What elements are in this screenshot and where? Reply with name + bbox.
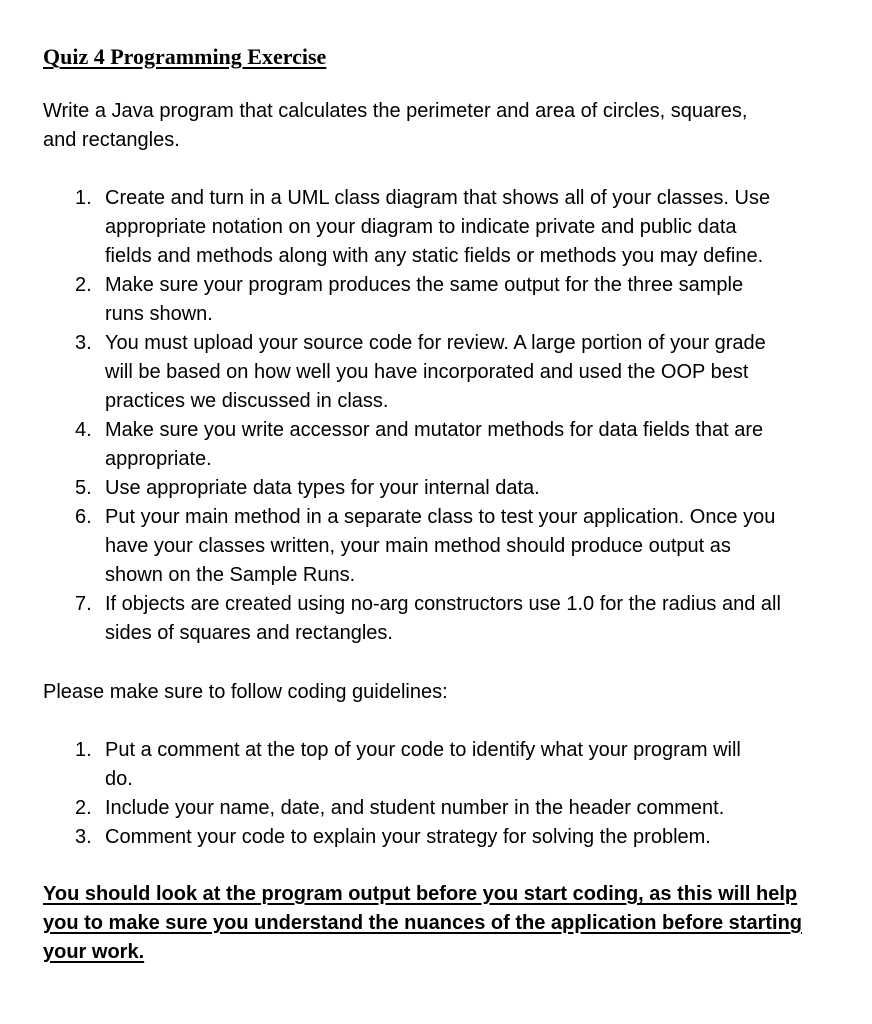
item-number: 3. xyxy=(75,826,92,848)
guidelines-intro: Please make sure to follow coding guidelines: xyxy=(43,681,448,703)
item-text xyxy=(105,416,855,474)
item-text xyxy=(105,503,855,590)
guideline-item xyxy=(75,823,855,852)
item-line: Put a comment at the top of your code to identify what your program will xyxy=(105,739,741,761)
intro-line: and rectangles. xyxy=(43,129,180,151)
requirement-item xyxy=(75,184,855,271)
item-number: 2. xyxy=(75,274,92,296)
item-line: have your classes written, your main method should produce output as xyxy=(105,535,731,557)
item-text xyxy=(105,794,855,823)
requirements-list xyxy=(75,184,855,648)
item-line: Make sure your program produces the same output for the three sample xyxy=(105,274,744,296)
closing-line: you to make sure you understand the nuances of the application before starting xyxy=(43,912,803,934)
item-number: 5. xyxy=(75,477,92,499)
closing-line: You should look at the program output before you start coding, as this will help xyxy=(43,883,798,905)
item-line: You must upload your source code for review. A large portion of your grade xyxy=(105,332,766,354)
item-line: Use appropriate data types for your internal data. xyxy=(105,477,540,499)
item-line: will be based on how well you have incorporated and used the OOP best xyxy=(105,361,749,383)
item-number: 6. xyxy=(75,506,92,528)
guideline-item xyxy=(75,736,855,794)
guideline-item xyxy=(75,794,855,823)
item-line: Make sure you write accessor and mutator methods for data fields that are xyxy=(105,419,764,441)
item-line: sides of squares and rectangles. xyxy=(105,622,393,644)
requirement-item xyxy=(75,329,855,416)
requirement-item xyxy=(75,503,855,590)
item-line: Put your main method in a separate class to test your application. Once you xyxy=(105,506,776,528)
item-number: 3. xyxy=(75,332,92,354)
item-line: Comment your code to explain your strategy for solving the problem. xyxy=(105,826,711,848)
item-number: 1. xyxy=(75,187,92,209)
closing-note xyxy=(43,880,802,967)
item-line: practices we discussed in class. xyxy=(105,390,389,412)
page-title: Quiz 4 Programming Exercise xyxy=(43,44,327,69)
guidelines-list xyxy=(75,736,855,852)
requirement-item xyxy=(75,590,855,648)
item-number: 1. xyxy=(75,739,92,761)
item-number: 4. xyxy=(75,419,92,441)
item-line: shown on the Sample Runs. xyxy=(105,564,356,586)
item-line: fields and methods along with any static fields or methods you may define. xyxy=(105,245,764,267)
item-text xyxy=(105,590,855,648)
requirement-item xyxy=(75,416,855,474)
item-line: Create and turn in a UML class diagram that shows all of your classes. Use xyxy=(105,187,771,209)
requirement-item xyxy=(75,271,855,329)
item-line: do. xyxy=(105,768,133,790)
requirement-item xyxy=(75,474,855,503)
item-text xyxy=(105,271,855,329)
item-line: If objects are created using no-arg constructors use 1.0 for the radius and all xyxy=(105,593,781,615)
item-line: Include your name, date, and student number in the header comment. xyxy=(105,797,725,819)
item-number: 7. xyxy=(75,593,92,615)
item-line: appropriate notation on your diagram to indicate private and public data xyxy=(105,216,737,238)
intro-line: Write a Java program that calculates the perimeter and area of circles, squares, xyxy=(43,100,748,122)
closing-line: your work. xyxy=(43,941,145,963)
item-text xyxy=(105,184,855,271)
item-text xyxy=(105,823,855,852)
item-text xyxy=(105,474,855,503)
item-line: runs shown. xyxy=(105,303,213,325)
item-text xyxy=(105,736,855,794)
intro-paragraph xyxy=(43,97,747,155)
item-line: appropriate. xyxy=(105,448,212,470)
item-number: 2. xyxy=(75,797,92,819)
item-text xyxy=(105,329,855,416)
